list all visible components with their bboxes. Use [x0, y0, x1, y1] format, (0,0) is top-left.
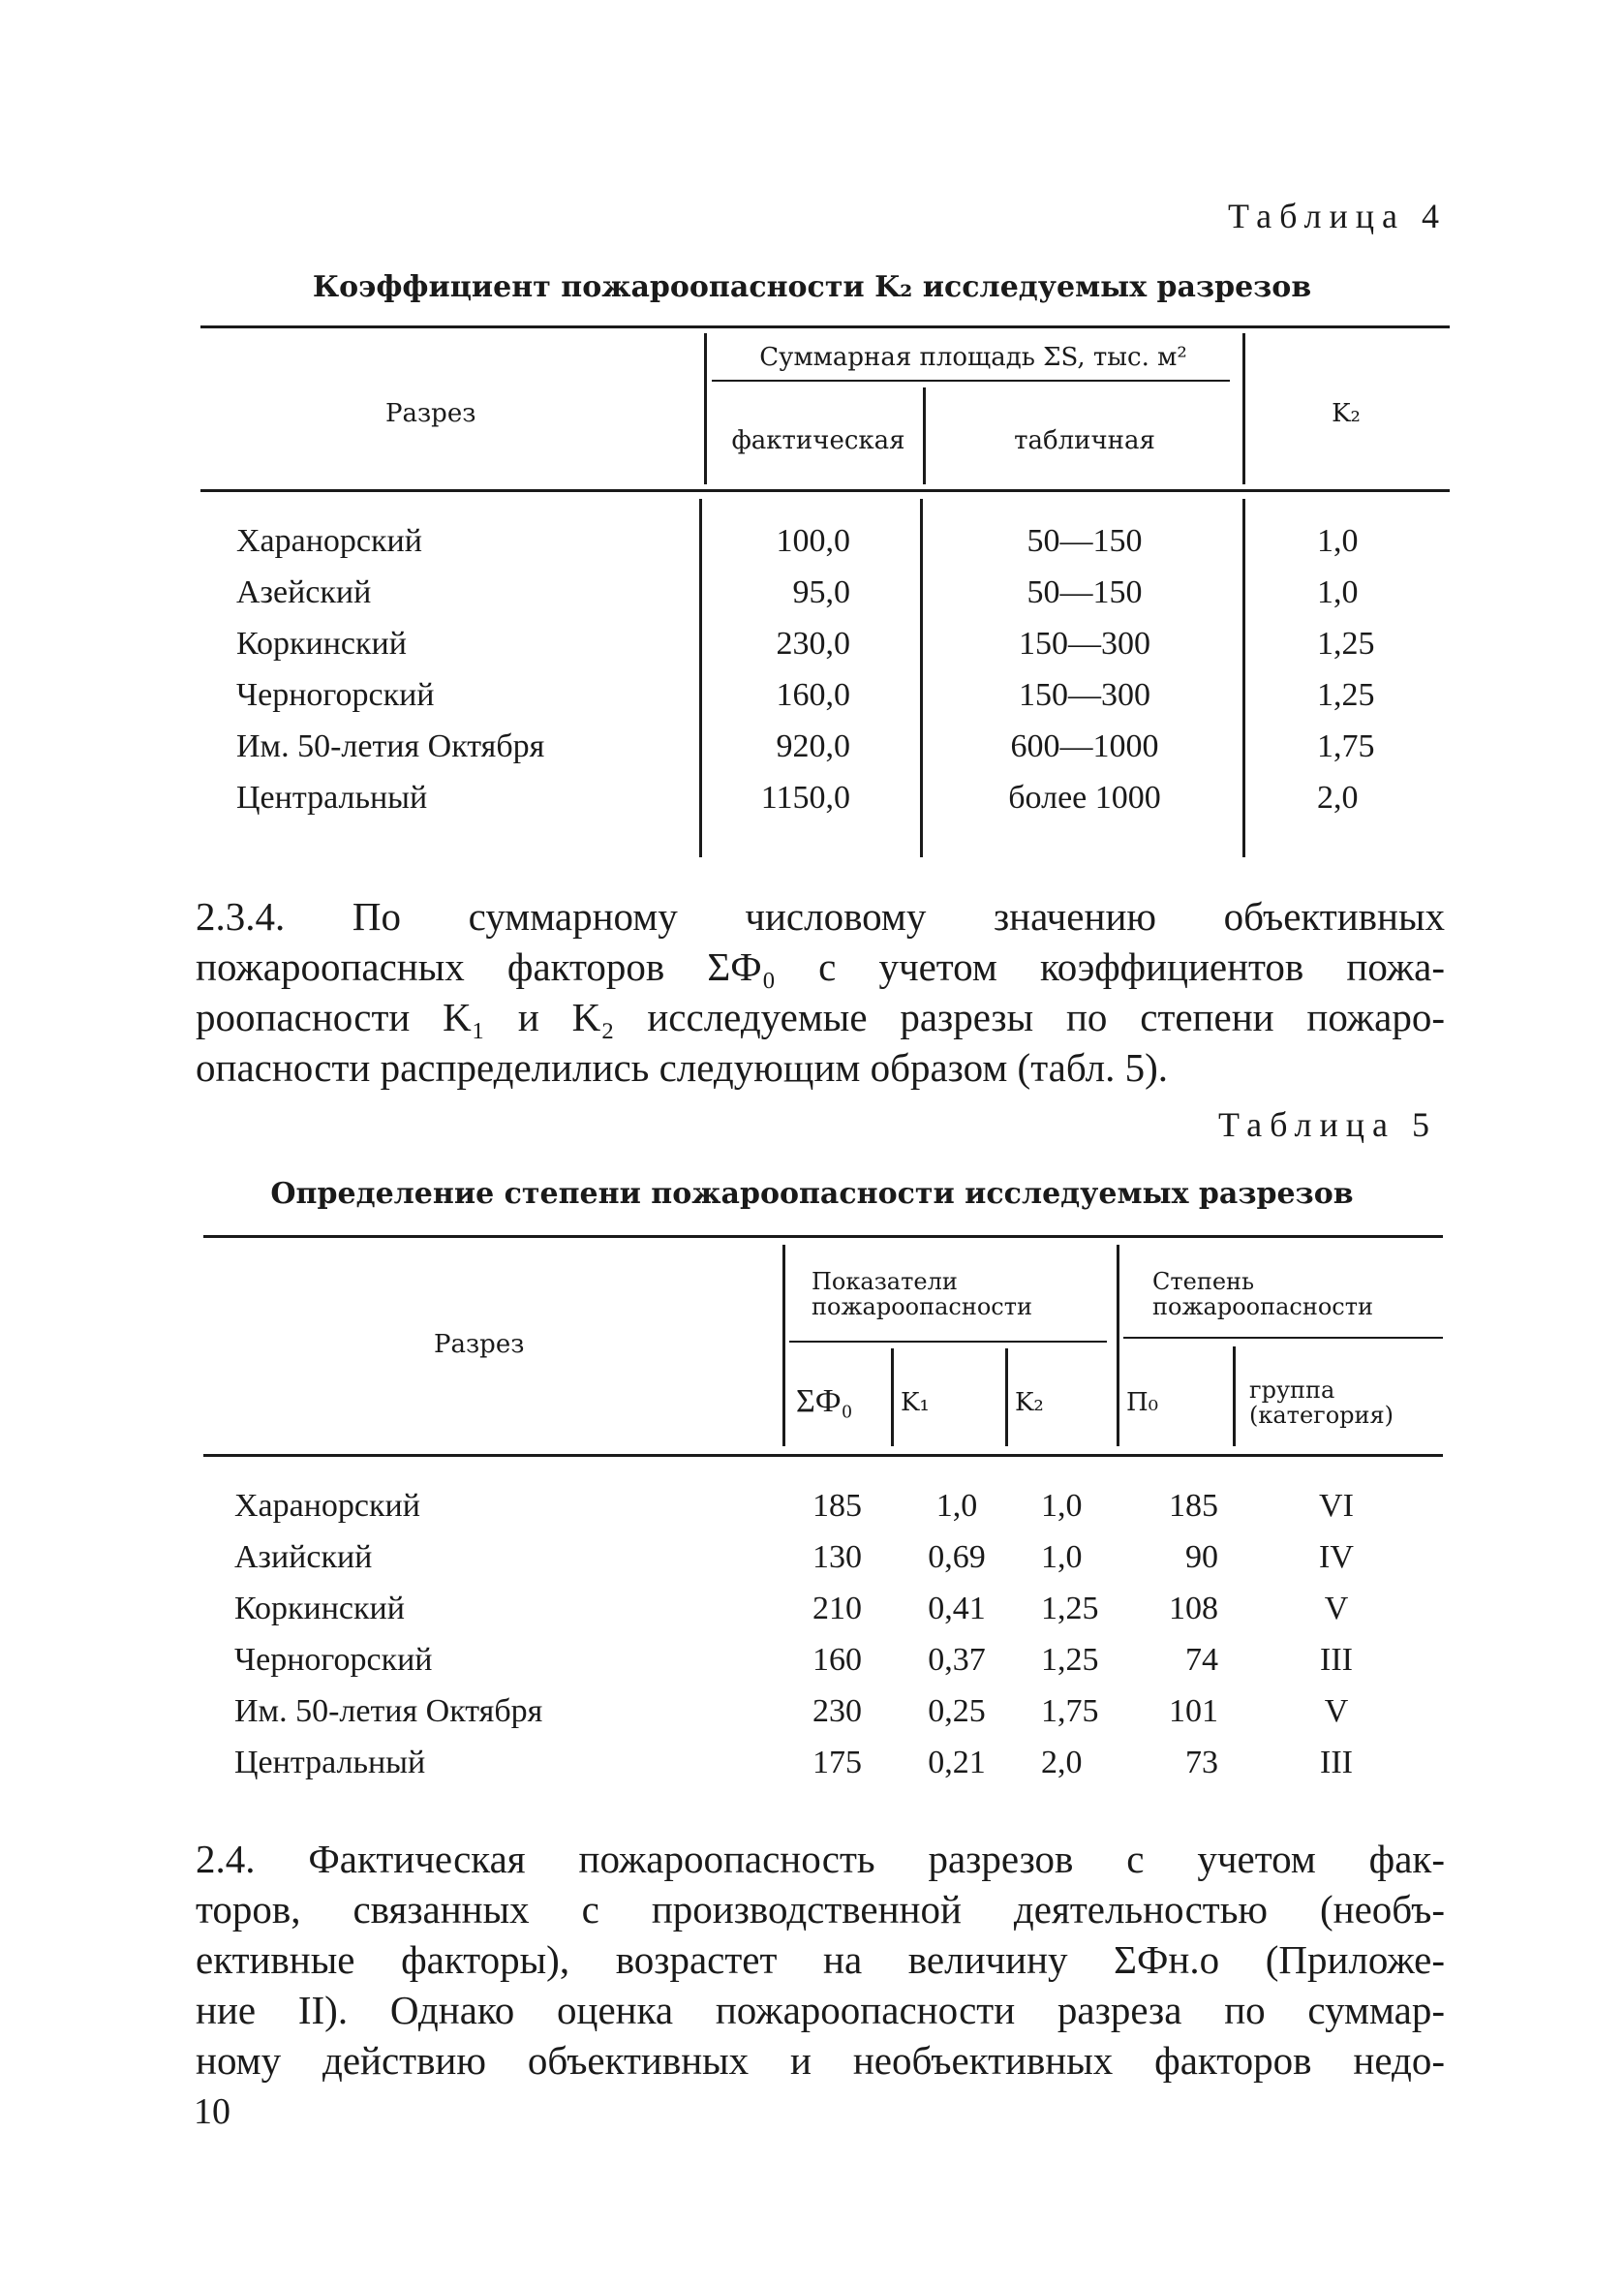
table5-row-p0: 74 [1185, 1642, 1218, 1678]
table5-row-name: Центральный [234, 1745, 426, 1780]
table5-row-sf0: 210 [812, 1591, 862, 1626]
table4-row-table: 150—300 [1019, 626, 1150, 662]
table4-row-table: 600—1000 [1010, 728, 1159, 764]
table4-label: Таблица 4 [1228, 197, 1447, 235]
paragraph-2-3-4 [196, 891, 1445, 1093]
table4-row-name: Харанорский [236, 523, 422, 559]
table5-row-group: III [1320, 1642, 1353, 1678]
table5-header-indicators-line: Показатели [812, 1268, 958, 1295]
table5-subheader-rule-1 [789, 1341, 1107, 1343]
table5-label: Таблица 5 [1218, 1105, 1437, 1144]
table4-row-name: Азейский [236, 574, 372, 610]
table4-row-fact: 1150,0 [760, 780, 850, 816]
table5-row-k1: 1,0 [935, 1488, 978, 1524]
table5-row-sf0: 160 [812, 1642, 862, 1678]
paragraph-line: ективные факторы), возрастет на величину ΣФн.о (Приложе- [196, 1937, 1445, 1982]
table4-row-table: 50—150 [1026, 523, 1143, 559]
table5-header-sf0: ΣФ₀ [796, 1383, 853, 1419]
paragraph-line: ние II). Однако оценка пожароопасности разреза по суммар- [196, 1988, 1445, 2032]
table5-row-p0: 90 [1185, 1539, 1218, 1575]
table4-header-sum-area: Суммарная площадь ΣS, тыс. м² [759, 343, 1187, 372]
table5-vline-1 [782, 1245, 785, 1446]
table4-row-fact: 100,0 [776, 523, 850, 559]
table5-row-k1: 0,37 [928, 1642, 986, 1678]
table5-row-k2: 1,75 [1041, 1693, 1099, 1729]
table4-header-k2: K₂ [1332, 399, 1361, 428]
table4-row-name: Черногорский [236, 677, 435, 713]
table4-row-k2: 1,75 [1317, 728, 1375, 764]
table4-row-fact: 920,0 [776, 728, 850, 764]
page-number: 10 [194, 2091, 230, 2132]
table5-row-name: Азийский [234, 1539, 373, 1575]
table5-vline-4 [1117, 1245, 1119, 1446]
paragraph-line: опасности распределились следующим образом (табл. 5). [196, 1045, 1169, 1090]
table4-row-k2: 1,0 [1317, 523, 1359, 559]
table5-row-group: IV [1319, 1539, 1354, 1575]
table4-row-table: 50—150 [1026, 574, 1143, 610]
table4-vline-2-head [923, 387, 926, 484]
table4-top-rule [200, 325, 1450, 328]
table4-vline-3-body [1242, 499, 1245, 857]
table5-row-group: III [1320, 1745, 1353, 1780]
table5-vline-5 [1233, 1346, 1236, 1446]
table5-header-degree [1152, 1269, 1373, 1319]
table4-subheader-rule [712, 380, 1230, 382]
paragraph-line: 2.4. Фактическая пожароопасность разрезов с учетом фак- [196, 1837, 1445, 1881]
table5-header-degree-line: пожароопасности [1152, 1293, 1373, 1320]
table5-row-name: Черногорский [234, 1642, 433, 1678]
table4-row-k2: 2,0 [1317, 780, 1359, 816]
table5-header-group [1249, 1377, 1394, 1428]
table5-row-k2: 1,25 [1041, 1591, 1099, 1626]
table5-header-indicators-line: пожароопасности [812, 1293, 1032, 1320]
table4-row-name: Центральный [236, 780, 428, 816]
table5-vline-3 [1005, 1348, 1008, 1446]
table4-row-name: Им. 50-летия Октября [236, 728, 545, 764]
table4-row-fact: 230,0 [776, 626, 850, 662]
table5-header-razrez: Разрез [434, 1330, 525, 1359]
table4-row-k2: 1,25 [1317, 626, 1375, 662]
table4-header-fact: фактическая [731, 426, 905, 455]
paragraph-2-4 [196, 1834, 1445, 2086]
table4-header-table: табличная [1014, 426, 1155, 455]
table5-header-group-line: (категория) [1249, 1402, 1394, 1429]
table5-row-p0: 73 [1185, 1745, 1218, 1780]
table5-header-degree-line: Степень [1152, 1268, 1255, 1295]
table5-row-sf0: 175 [812, 1745, 862, 1780]
table5-header-p0: П₀ [1126, 1388, 1159, 1417]
table5-row-sf0: 230 [812, 1693, 862, 1729]
table5-header-indicators [812, 1269, 1032, 1319]
table5-row-p0: 108 [1169, 1591, 1218, 1626]
paragraph-line: 2.3.4. По суммарному числовому значению объективных [196, 894, 1445, 939]
paragraph-line: торов, связанных с производственной деятельностью (необъ- [196, 1887, 1445, 1932]
paragraph-line: пожароопасных факторов ΣФ₀ с учетом коэффициентов пожа- [196, 944, 1445, 989]
table5-vline-2 [891, 1348, 894, 1446]
table5-row-k1: 0,41 [928, 1591, 986, 1626]
table5-row-group: V [1324, 1693, 1349, 1729]
table4-header-razrez: Разрез [385, 399, 476, 428]
paragraph-line: роопасности K₁ и K₂ исследуемые разрезы по степени пожаро- [196, 995, 1445, 1039]
table4-header-rule [200, 489, 1450, 492]
table5-row-name: Им. 50-летия Октября [234, 1693, 543, 1729]
table5-row-k2: 1,25 [1041, 1642, 1099, 1678]
table5-row-name: Харанорский [234, 1488, 420, 1524]
table5-row-sf0: 130 [812, 1539, 862, 1575]
table5-title: Определение степени пожароопасности исследуемых разрезов [270, 1177, 1354, 1211]
table5-row-group: VI [1319, 1488, 1354, 1524]
table4-row-fact: 95,0 [792, 574, 850, 610]
table4-vline-3-head [1242, 333, 1245, 484]
table4-vline-2-body [920, 499, 923, 857]
table4-title: Коэффициент пожароопасности K₂ исследуемых разрезов [312, 270, 1312, 304]
table5-header-k1: K₁ [901, 1388, 930, 1417]
table4-row-table: более 1000 [1008, 780, 1161, 816]
table5-header-rule [203, 1454, 1443, 1457]
paragraph-line: ному действию объективных и необъективных факторов недо- [196, 2038, 1445, 2083]
table4-row-fact: 160,0 [776, 677, 850, 713]
table5-row-k1: 0,69 [928, 1539, 986, 1575]
table4-row-k2: 1,0 [1317, 574, 1359, 610]
table5-header-k2: K₂ [1015, 1388, 1044, 1417]
table5-subheader-rule-2 [1123, 1337, 1443, 1339]
table4-row-k2: 1,25 [1317, 677, 1375, 713]
table5-row-k2: 2,0 [1041, 1745, 1083, 1780]
table5-row-sf0: 185 [812, 1488, 862, 1524]
table5-row-k1: 0,21 [928, 1745, 986, 1780]
table4-row-table: 150—300 [1019, 677, 1150, 713]
table4-row-name: Коркинский [236, 626, 407, 662]
table5-row-k2: 1,0 [1041, 1488, 1083, 1524]
table5-row-k1: 0,25 [928, 1693, 986, 1729]
table4-vline-1-body [699, 499, 702, 857]
table5-row-name: Коркинский [234, 1591, 405, 1626]
table5-row-k2: 1,0 [1041, 1539, 1083, 1575]
table5-row-p0: 185 [1169, 1488, 1218, 1524]
table5-top-rule [203, 1235, 1443, 1238]
table5-row-group: V [1324, 1591, 1349, 1626]
table4-vline-1-head [704, 333, 707, 484]
table5-row-p0: 101 [1169, 1693, 1218, 1729]
table5-header-group-line: группа [1249, 1376, 1335, 1404]
